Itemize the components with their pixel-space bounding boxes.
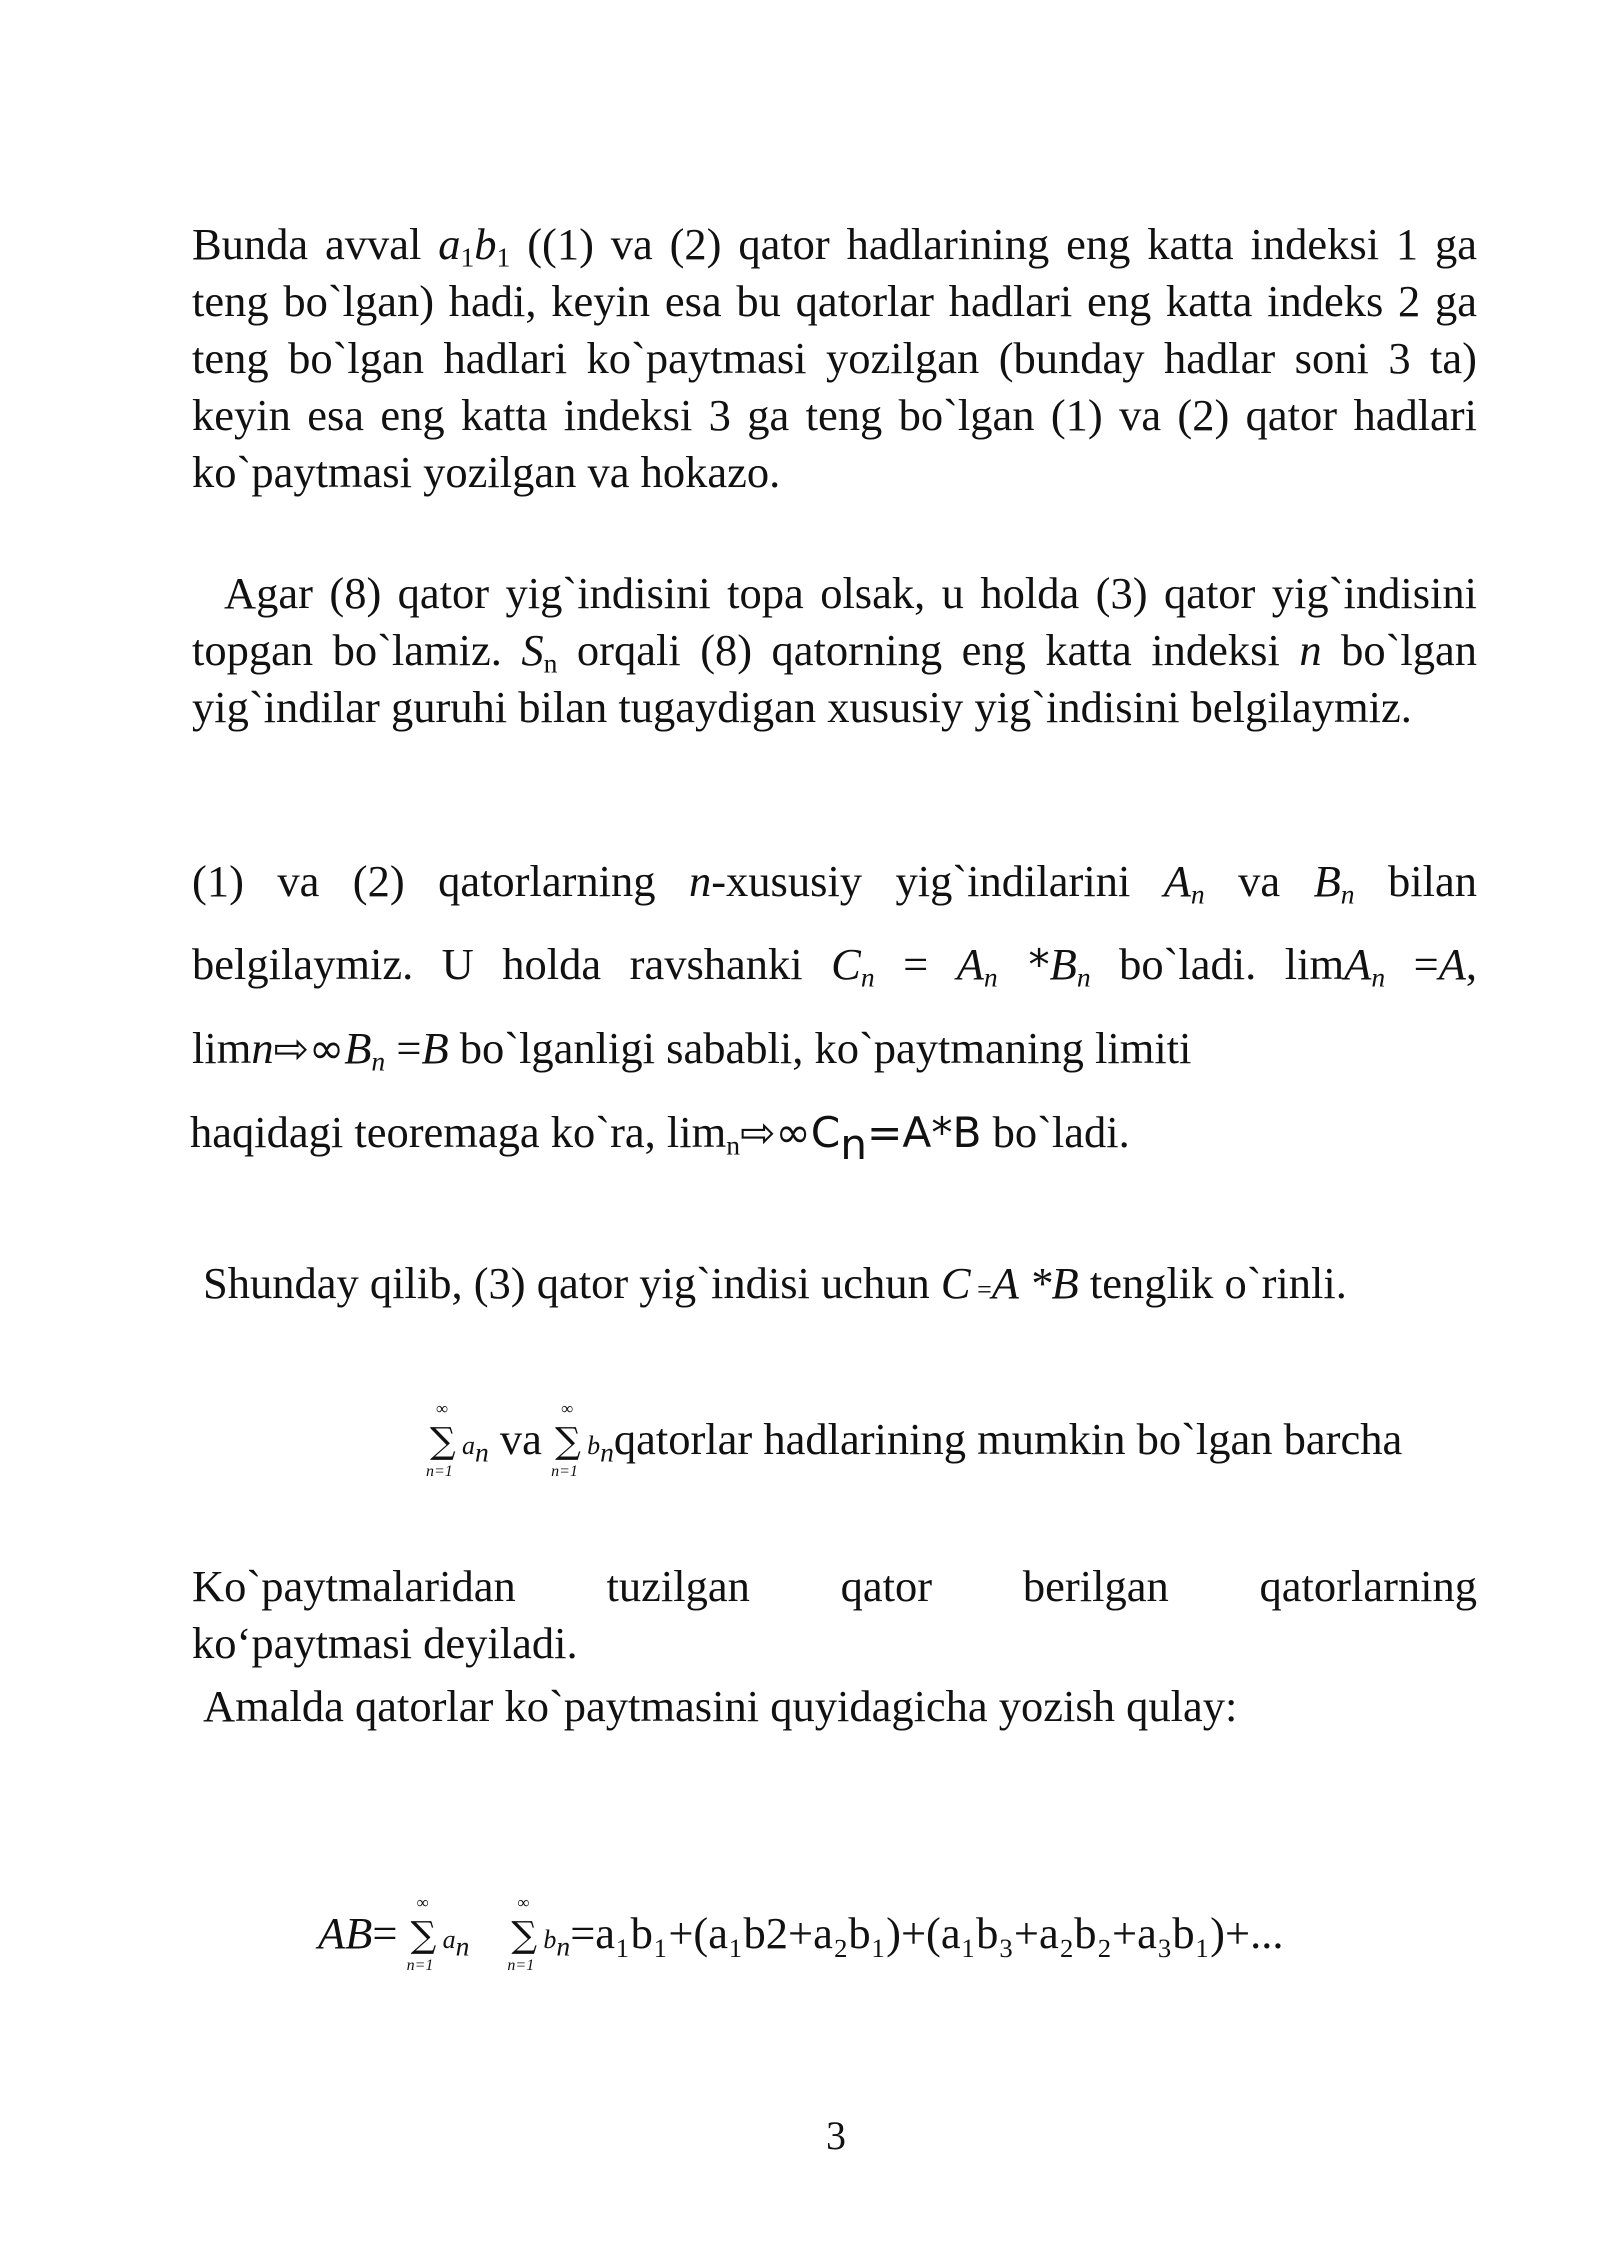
p5-line-2: ko‘paytmasi deyiladi.: [192, 1618, 578, 1668]
formula-sigma-a-symbol: ∑: [410, 1915, 437, 1956]
p4-B: B: [1051, 1258, 1079, 1308]
p3-l1-B: B: [1313, 856, 1341, 906]
p3-l2-B: B: [1049, 939, 1077, 989]
p3-l4-eq-AB: =A*B: [867, 1108, 982, 1157]
p3-l2-C: C: [831, 939, 861, 989]
p3-line-3: [192, 1022, 1192, 1077]
p1-a-sub: 1: [460, 241, 475, 273]
p3-l3-B: B: [344, 1023, 372, 1073]
p3-l2-C-sub: n: [860, 961, 875, 993]
paragraph-2: [192, 565, 1477, 736]
formula-sigma-a: [406, 1893, 441, 1974]
p3-l4-arrow-infinity: ⇨∞: [740, 1108, 811, 1157]
p3-line-2: [192, 938, 1478, 993]
p5-line-1: [192, 1560, 1477, 1612]
p2-text-2: orqali (8) qatorning eng katta indeksi: [557, 625, 1300, 675]
p3-l4-C: C: [810, 1108, 841, 1157]
p1-text-2: ((1) va (2) qator hadlarining eng katta indeksi 1 ga teng bo`lgan) hadi, keyin esa bu qatorlar hadlari eng katta indeks 2 ga teng bo`lgan hadlari ko`paytmasi yozilgan (bunday hadlar soni 3 ta) keyin esa eng katta indeksi 3 ga teng bo`lgan (1) va (2) qator hadlari ko`paytmasi yozilgan va hokazo.: [192, 219, 1477, 497]
sum-a: a: [462, 1431, 475, 1460]
p1-text-1: Bunda avval: [192, 219, 439, 269]
p2-S-sub: n: [543, 647, 558, 679]
formula-sigma-b-symbol: ∑: [511, 1915, 538, 1956]
p5-word-4: berilgan: [1022, 1561, 1169, 1611]
formula-a-sub: n: [455, 1930, 470, 1962]
sigma-b-upper: ∞: [561, 1399, 574, 1418]
p3-l1-text-a: (1) va (2) qatorlarning: [192, 856, 689, 906]
p3-l4-lim-sub: n: [726, 1129, 741, 1161]
p3-l2-text-b: bo`ladi. lim: [1090, 939, 1345, 989]
p1-b-sub: 1: [496, 241, 511, 273]
formula-sigma-a-lower: n=1: [406, 1957, 434, 1974]
p3-l2-A2: A: [1344, 939, 1372, 989]
p3-l2-A3: A: [1438, 939, 1466, 989]
p2-n: n: [1299, 625, 1322, 675]
p3-l1-text-b: -xususiy yig`indilarini: [711, 856, 1164, 906]
p3-l2-A2-sub: n: [1371, 961, 1386, 993]
p3-line-4: [190, 1106, 1130, 1169]
p5-word-2: tuzilgan: [606, 1561, 750, 1611]
formula-sigma-b: [507, 1893, 541, 1974]
p3-l1-A: A: [1163, 856, 1191, 906]
p2-S: S: [521, 625, 544, 675]
p3-l1-n: n: [688, 856, 712, 906]
formula-b: b: [543, 1925, 557, 1954]
sum-va: va: [488, 1414, 554, 1464]
p1-a: a: [438, 219, 461, 269]
formula-b-sub: n: [556, 1930, 571, 1962]
p3-l1-B-sub: n: [1340, 878, 1355, 910]
sigma-b: [551, 1399, 585, 1480]
p3-l1-text-c: va: [1204, 856, 1314, 906]
p3-l2-star: *: [997, 940, 1050, 989]
p3-l2-B-sub: n: [1076, 961, 1091, 993]
p3-l4-text-c: bo`ladi.: [981, 1107, 1130, 1157]
sum-b-sub: n: [600, 1436, 614, 1468]
sum-a-sub: n: [475, 1436, 489, 1468]
formula-sigma-b-lower: n=1: [507, 1957, 535, 1974]
product-formula: [318, 1893, 1284, 1974]
p3-l2-text-a: belgilaymiz. U holda ravshanki: [192, 939, 832, 989]
p4-A: A: [991, 1258, 1019, 1308]
formula-rhs: =a₁b₁+(a₁b2+a₂b₁)+(a₁b₃+a₂b₂+a₃b₁)+...: [570, 1908, 1284, 1958]
p3-l3-text: bo`lganligi sababli, ko`paytmaning limiti: [448, 1023, 1192, 1073]
paragraph-1: [192, 216, 1477, 501]
p3-l3-B-sub: n: [371, 1045, 386, 1077]
p5-word-1: Ko`paytmalaridan: [192, 1561, 516, 1611]
p3-line-1: [192, 855, 1477, 910]
p4-eq: =: [970, 1275, 992, 1304]
p4-C: C: [940, 1258, 971, 1308]
formula-sigma-a-upper: ∞: [416, 1893, 429, 1912]
sigma-b-lower: n=1: [551, 1463, 578, 1480]
p5-line-3: Amalda qatorlar ko`paytmasini quyidagicha yozish qulay:: [203, 1681, 1238, 1731]
p3-l3-n: n: [251, 1023, 274, 1073]
sigma-a-symbol: ∑: [430, 1421, 456, 1462]
p3-l3-lim: lim: [192, 1023, 252, 1073]
sigma-a-upper: ∞: [436, 1399, 449, 1418]
p2-text-3: bo`lgan yig`indilar guruhi bilan tugaydigan xususiy yig`indisini belgilaymiz.: [192, 625, 1477, 732]
sigma-a: [426, 1399, 460, 1480]
p3-l1-text-d: bilan: [1354, 856, 1477, 906]
p3-l3-B2: B: [421, 1023, 449, 1073]
sum-text: qatorlar hadlarining mumkin bo`lgan barcha: [613, 1414, 1403, 1464]
p3-l1-A-sub: n: [1190, 878, 1205, 910]
p5-word-5: qatorlarning: [1259, 1561, 1477, 1611]
p2-text-1: Agar (8) qator yig`indisini topa olsak, u holda (3) qator yig`indisini topgan bo`lamiz.: [192, 568, 1477, 675]
formula-sigma-b-upper: ∞: [517, 1893, 530, 1912]
p5-word-3: qator: [840, 1561, 933, 1611]
formula-eq: =: [372, 1908, 409, 1958]
sigma-b-symbol: ∑: [555, 1421, 581, 1462]
p3-l2-eq: =: [874, 939, 957, 989]
page-number: 3: [826, 2113, 846, 2158]
p3-l3-eq: =: [385, 1023, 422, 1073]
p1-b: b: [474, 219, 497, 269]
p3-l2-text-d: ,: [1465, 939, 1478, 989]
p4-text-1: Shunday qilib, (3) qator yig`indisi uchun: [203, 1258, 941, 1308]
p3-l2-A: A: [956, 939, 984, 989]
sigma-a-lower: n=1: [426, 1463, 453, 1480]
paragraph-4: [203, 1257, 1347, 1309]
formula-AB: AB: [318, 1908, 373, 1958]
formula-a: a: [442, 1925, 456, 1954]
p3-l2-A-sub: n: [983, 961, 998, 993]
p3-l4-text-a: haqidagi teoremaga ko`ra, lim: [190, 1107, 727, 1157]
p4-text-2: tenglik o`rinli.: [1078, 1258, 1347, 1308]
sum-b: b: [587, 1431, 601, 1460]
sum-line: [426, 1399, 1403, 1480]
p3-l2-text-c: =: [1385, 939, 1439, 989]
p3-l3-arrow-infinity: ⇨∞: [273, 1024, 345, 1073]
p4-star: *: [1018, 1258, 1052, 1308]
p3-l4-C-sub: n: [840, 1119, 867, 1169]
